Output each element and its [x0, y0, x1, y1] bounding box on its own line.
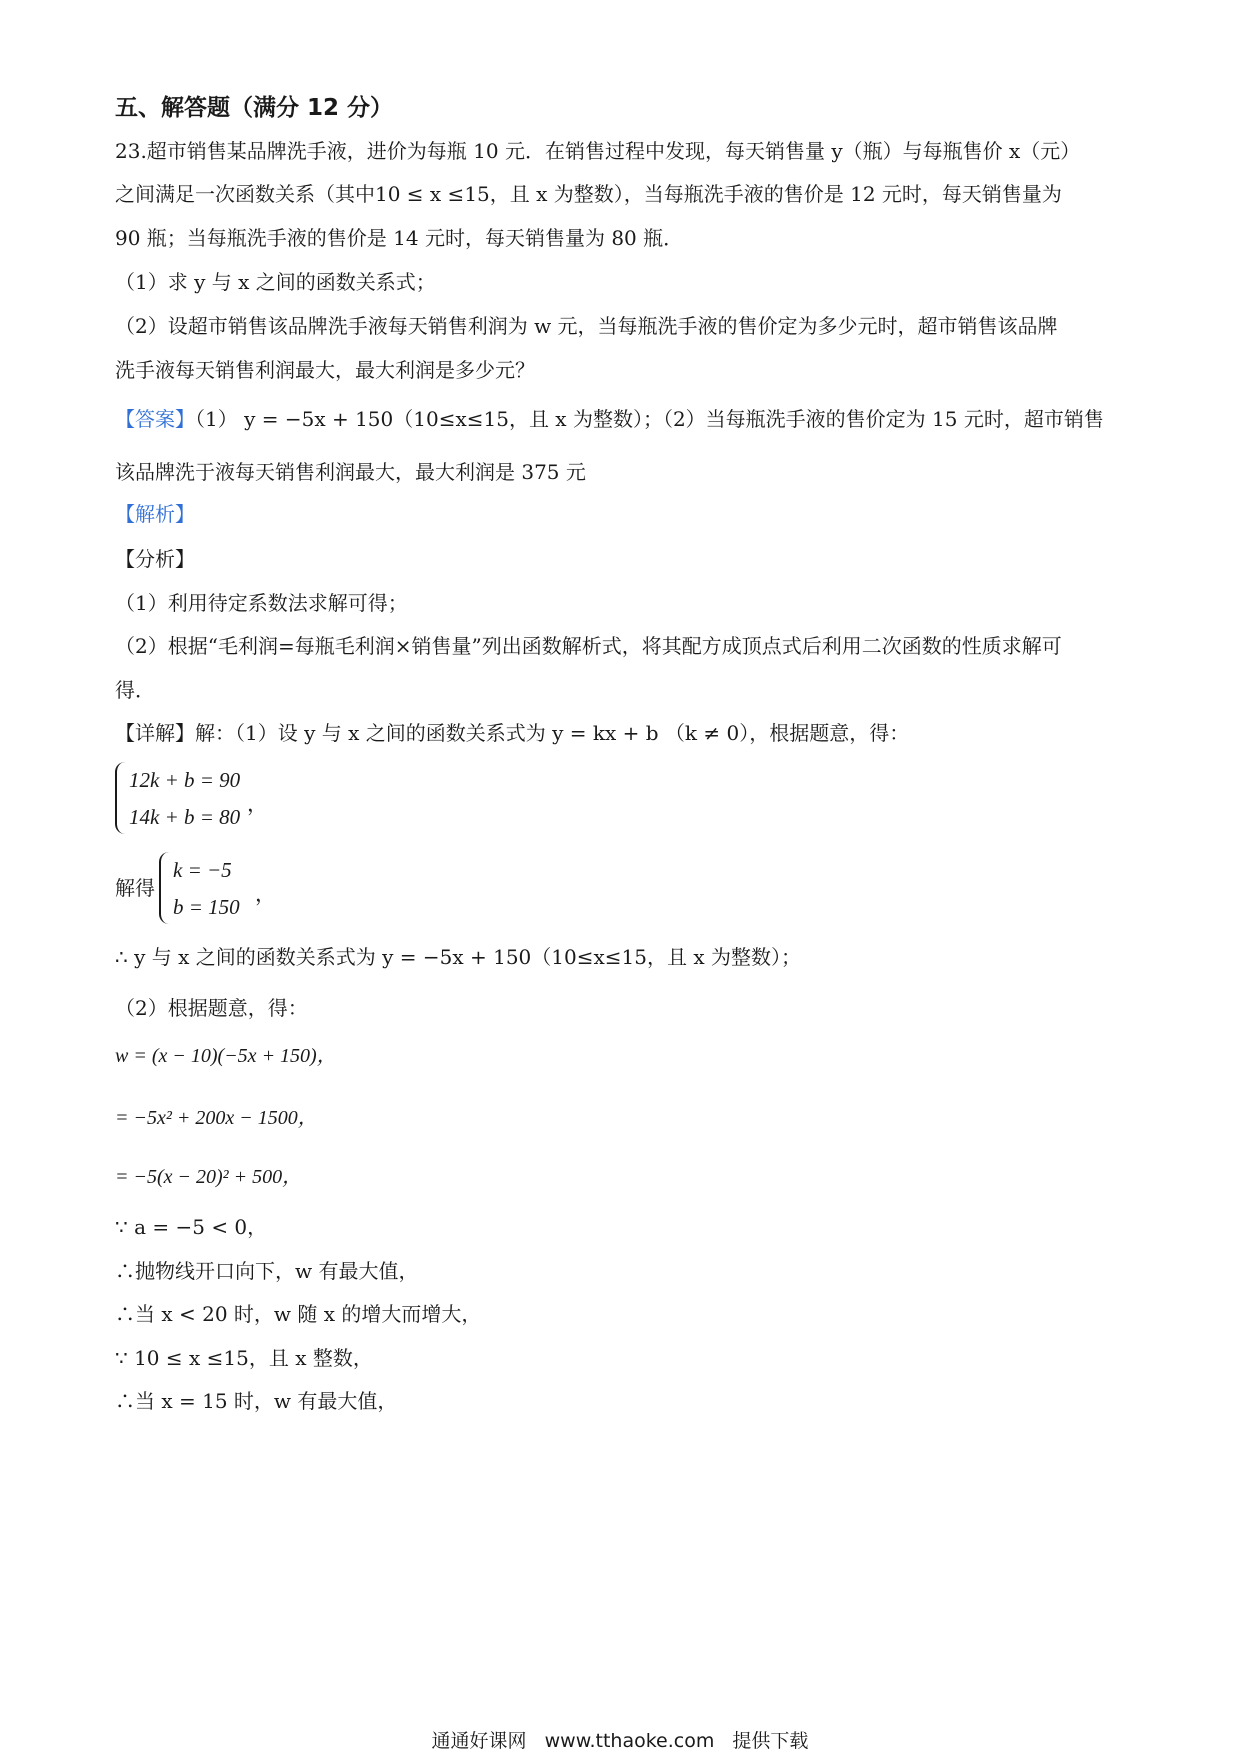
- question-2-line-2: 洗手液每天销售利润最大，最大利润是多少元？: [115, 358, 535, 382]
- system-2-equations: [173, 852, 240, 926]
- analysis-tag: 【解析】: [115, 502, 195, 526]
- solve-label: 解得: [115, 876, 155, 900]
- footer-url[interactable]: www.tthaoke.com: [544, 1730, 715, 1752]
- problem-line-3: 90 瓶；当每瓶洗手液的售价是 14 元时，每天销售量为 80 瓶．: [115, 226, 684, 250]
- system-2-eq-1: k = −5: [173, 858, 232, 882]
- footer-note: 提供下载: [732, 1730, 809, 1752]
- fenxi-tag: 【分析】: [115, 547, 195, 571]
- step-2: ∴抛物线开口向下，w 有最大值，: [115, 1259, 419, 1283]
- step-4: ∵ 10 ≤ x ≤15，且 x 整数，: [115, 1346, 373, 1370]
- system-1-eq-2: 14k + b = 80: [129, 805, 241, 829]
- step-3: ∴当 x < 20 时，w 随 x 的增大而增大，: [115, 1302, 482, 1326]
- conclusion-1: ∴ y 与 x 之间的函数关系式为 y = −5x + 150（10≤x≤15，且 x 为整数）；: [115, 945, 801, 969]
- detail-intro: 【详解】解：（1）设 y 与 x 之间的函数关系式为 y = kx + b （k ≠ 0），根据题意，得：: [115, 721, 910, 745]
- fenxi-point-1: （1）利用待定系数法求解可得；: [115, 591, 408, 615]
- system-1-punct: ，: [247, 792, 268, 816]
- answer-line-2: 该品牌洗于液每天销售利润最大，最大利润是 375 元: [115, 460, 586, 484]
- equation-system-2: [115, 852, 415, 930]
- fenxi-point-2-line-1: （2）根据“毛利润=每瓶毛利润×销售量”列出函数解析式，将其配方成顶点式后利用二次函数的性质求解可: [115, 634, 1062, 658]
- w-equation-3: = −5(x − 20)² + 500，: [115, 1166, 303, 1188]
- page-footer: [0, 1726, 1240, 1753]
- part2-intro: （2）根据题意，得：: [115, 996, 308, 1020]
- system-2-punct: ，: [255, 882, 276, 906]
- left-brace: [159, 852, 171, 924]
- answer-line-1: [115, 405, 1132, 433]
- section-title: 五、解答题（满分 12 分）: [115, 95, 394, 121]
- system-1-equations: [129, 762, 240, 836]
- equation-system-1: [115, 762, 415, 840]
- system-2-eq-2: b = 150: [173, 895, 240, 919]
- left-brace: [115, 762, 127, 834]
- problem-line-1: 23.超市销售某品牌洗手液，进价为每瓶 10 元．在销售过程中发现，每天销售量 y（瓶）与每瓶售价 x（元）: [115, 139, 1081, 163]
- answer-tag: 【答案】: [115, 407, 195, 431]
- step-5: ∴当 x = 15 时，w 有最大值，: [115, 1389, 398, 1413]
- problem-line-2: 之间满足一次函数关系（其中10 ≤ x ≤15，且 x 为整数），当每瓶洗手液的售价是 12 元时，每天销售量为: [115, 182, 1062, 206]
- question-1: （1）求 y 与 x 之间的函数关系式；: [115, 270, 436, 294]
- step-1: ∵ a = −5 < 0，: [115, 1215, 268, 1239]
- answer-text-1: （1） y = −5x + 150（10≤x≤15，且 x 为整数）；（2）当每瓶洗手液的售价定为 15 元时，超市销售: [195, 407, 1104, 431]
- question-2-line-1: （2）设超市销售该品牌洗手液每天销售利润为 w 元，当每瓶洗手液的售价定为多少元时，超市销售该品牌: [115, 314, 1058, 338]
- system-1-eq-1: 12k + b = 90: [129, 768, 241, 792]
- w-equation-2: = −5x² + 200x − 1500，: [115, 1107, 318, 1129]
- footer-site: 通通好课网: [431, 1730, 527, 1752]
- w-equation-1: w = (x − 10)(−5x + 150)，: [115, 1045, 337, 1067]
- fenxi-point-2-line-2: 得．: [115, 678, 155, 702]
